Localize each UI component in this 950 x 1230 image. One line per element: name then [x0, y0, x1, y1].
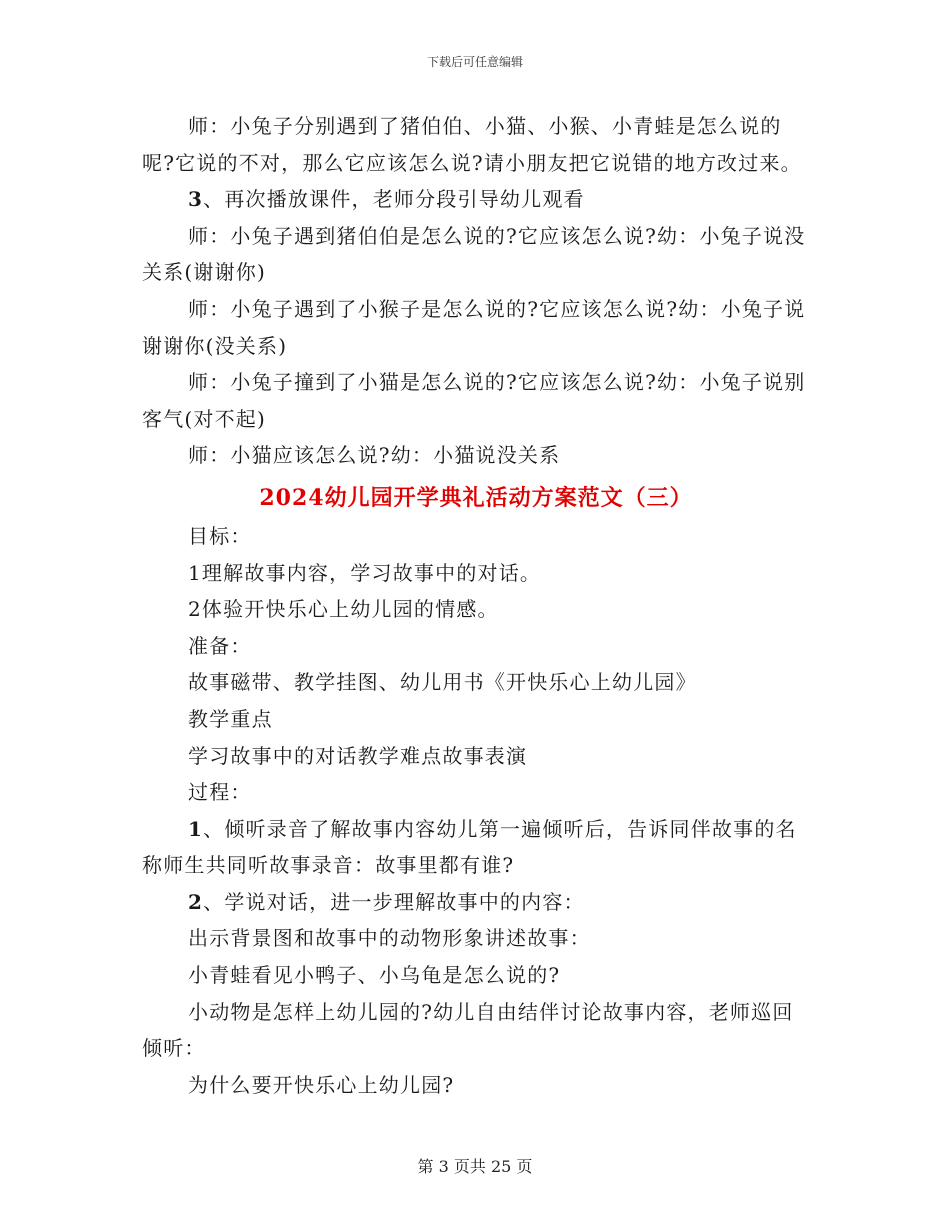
step-number: 1 — [188, 816, 204, 841]
paragraph-numbered — [142, 884, 810, 921]
paragraph: 2体验开快乐心上幼儿园的情感。 — [188, 597, 499, 622]
paragraph: 小动物是怎样上幼儿园的?幼儿自由结伴讨论故事内容，老师巡回倾听： — [142, 999, 794, 1061]
paragraph-numbered — [142, 811, 810, 884]
document-body — [142, 108, 810, 1103]
paragraph: 学习故事中的对话教学难点故事表演 — [188, 743, 528, 768]
step-text: 、倾听录音了解故事内容幼儿第一遍倾听后，告诉同伴故事的名称师生共同听故事录音：故事里都有谁? — [142, 816, 797, 878]
section-title: 2024幼儿园开学典礼活动方案范文（三） — [259, 484, 693, 511]
paragraph: 目标： — [188, 523, 252, 548]
paragraph: 1理解故事内容，学习故事中的对话。 — [188, 560, 542, 585]
paragraph: 师：小兔子分别遇到了猪伯伯、小猫、小猴、小青蛙是怎么说的呢?它说的不对，那么它应该怎么说?请小朋友把它说错的地方改过来。 — [142, 114, 802, 175]
paragraph: 师：小兔子撞到了小猫是怎么说的?它应该怎么说?幼：小兔子说别客气(对不起) — [142, 370, 806, 431]
paragraph: 出示背景图和故事中的动物形象讲述故事： — [188, 926, 591, 951]
paragraph: 过程： — [188, 780, 252, 805]
paragraph: 为什么要开快乐心上幼儿园? — [188, 1072, 455, 1097]
step-number: 2 — [188, 889, 204, 914]
page-header: 下载后可任意编辑 — [426, 55, 523, 69]
paragraph: 师：小兔子遇到猪伯伯是怎么说的?它应该怎么说?幼：小兔子说没关系(谢谢你) — [142, 223, 806, 285]
paragraph: 师：小猫应该怎么说?幼：小猫说没关系 — [188, 443, 561, 468]
step-text: 、学说对话，进一步理解故事中的内容： — [203, 889, 585, 914]
paragraph-numbered — [142, 181, 810, 218]
paragraph: 师：小兔子遇到了小猴子是怎么说的?它应该怎么说?幼：小兔子说谢谢你(没关系) — [142, 296, 806, 358]
page-footer: 第 3 页共 25 页 — [417, 1157, 533, 1176]
paragraph: 小青蛙看见小鸭子、小乌龟是怎么说的? — [188, 963, 561, 988]
paragraph: 准备： — [188, 633, 252, 658]
paragraph: 故事磁带、教学挂图、幼儿用书《开快乐心上幼儿园》 — [188, 670, 697, 695]
step-number: 3 — [188, 187, 204, 212]
paragraph: 教学重点 — [188, 706, 273, 731]
step-text: 、再次播放课件，老师分段引导幼儿观看 — [203, 187, 585, 212]
